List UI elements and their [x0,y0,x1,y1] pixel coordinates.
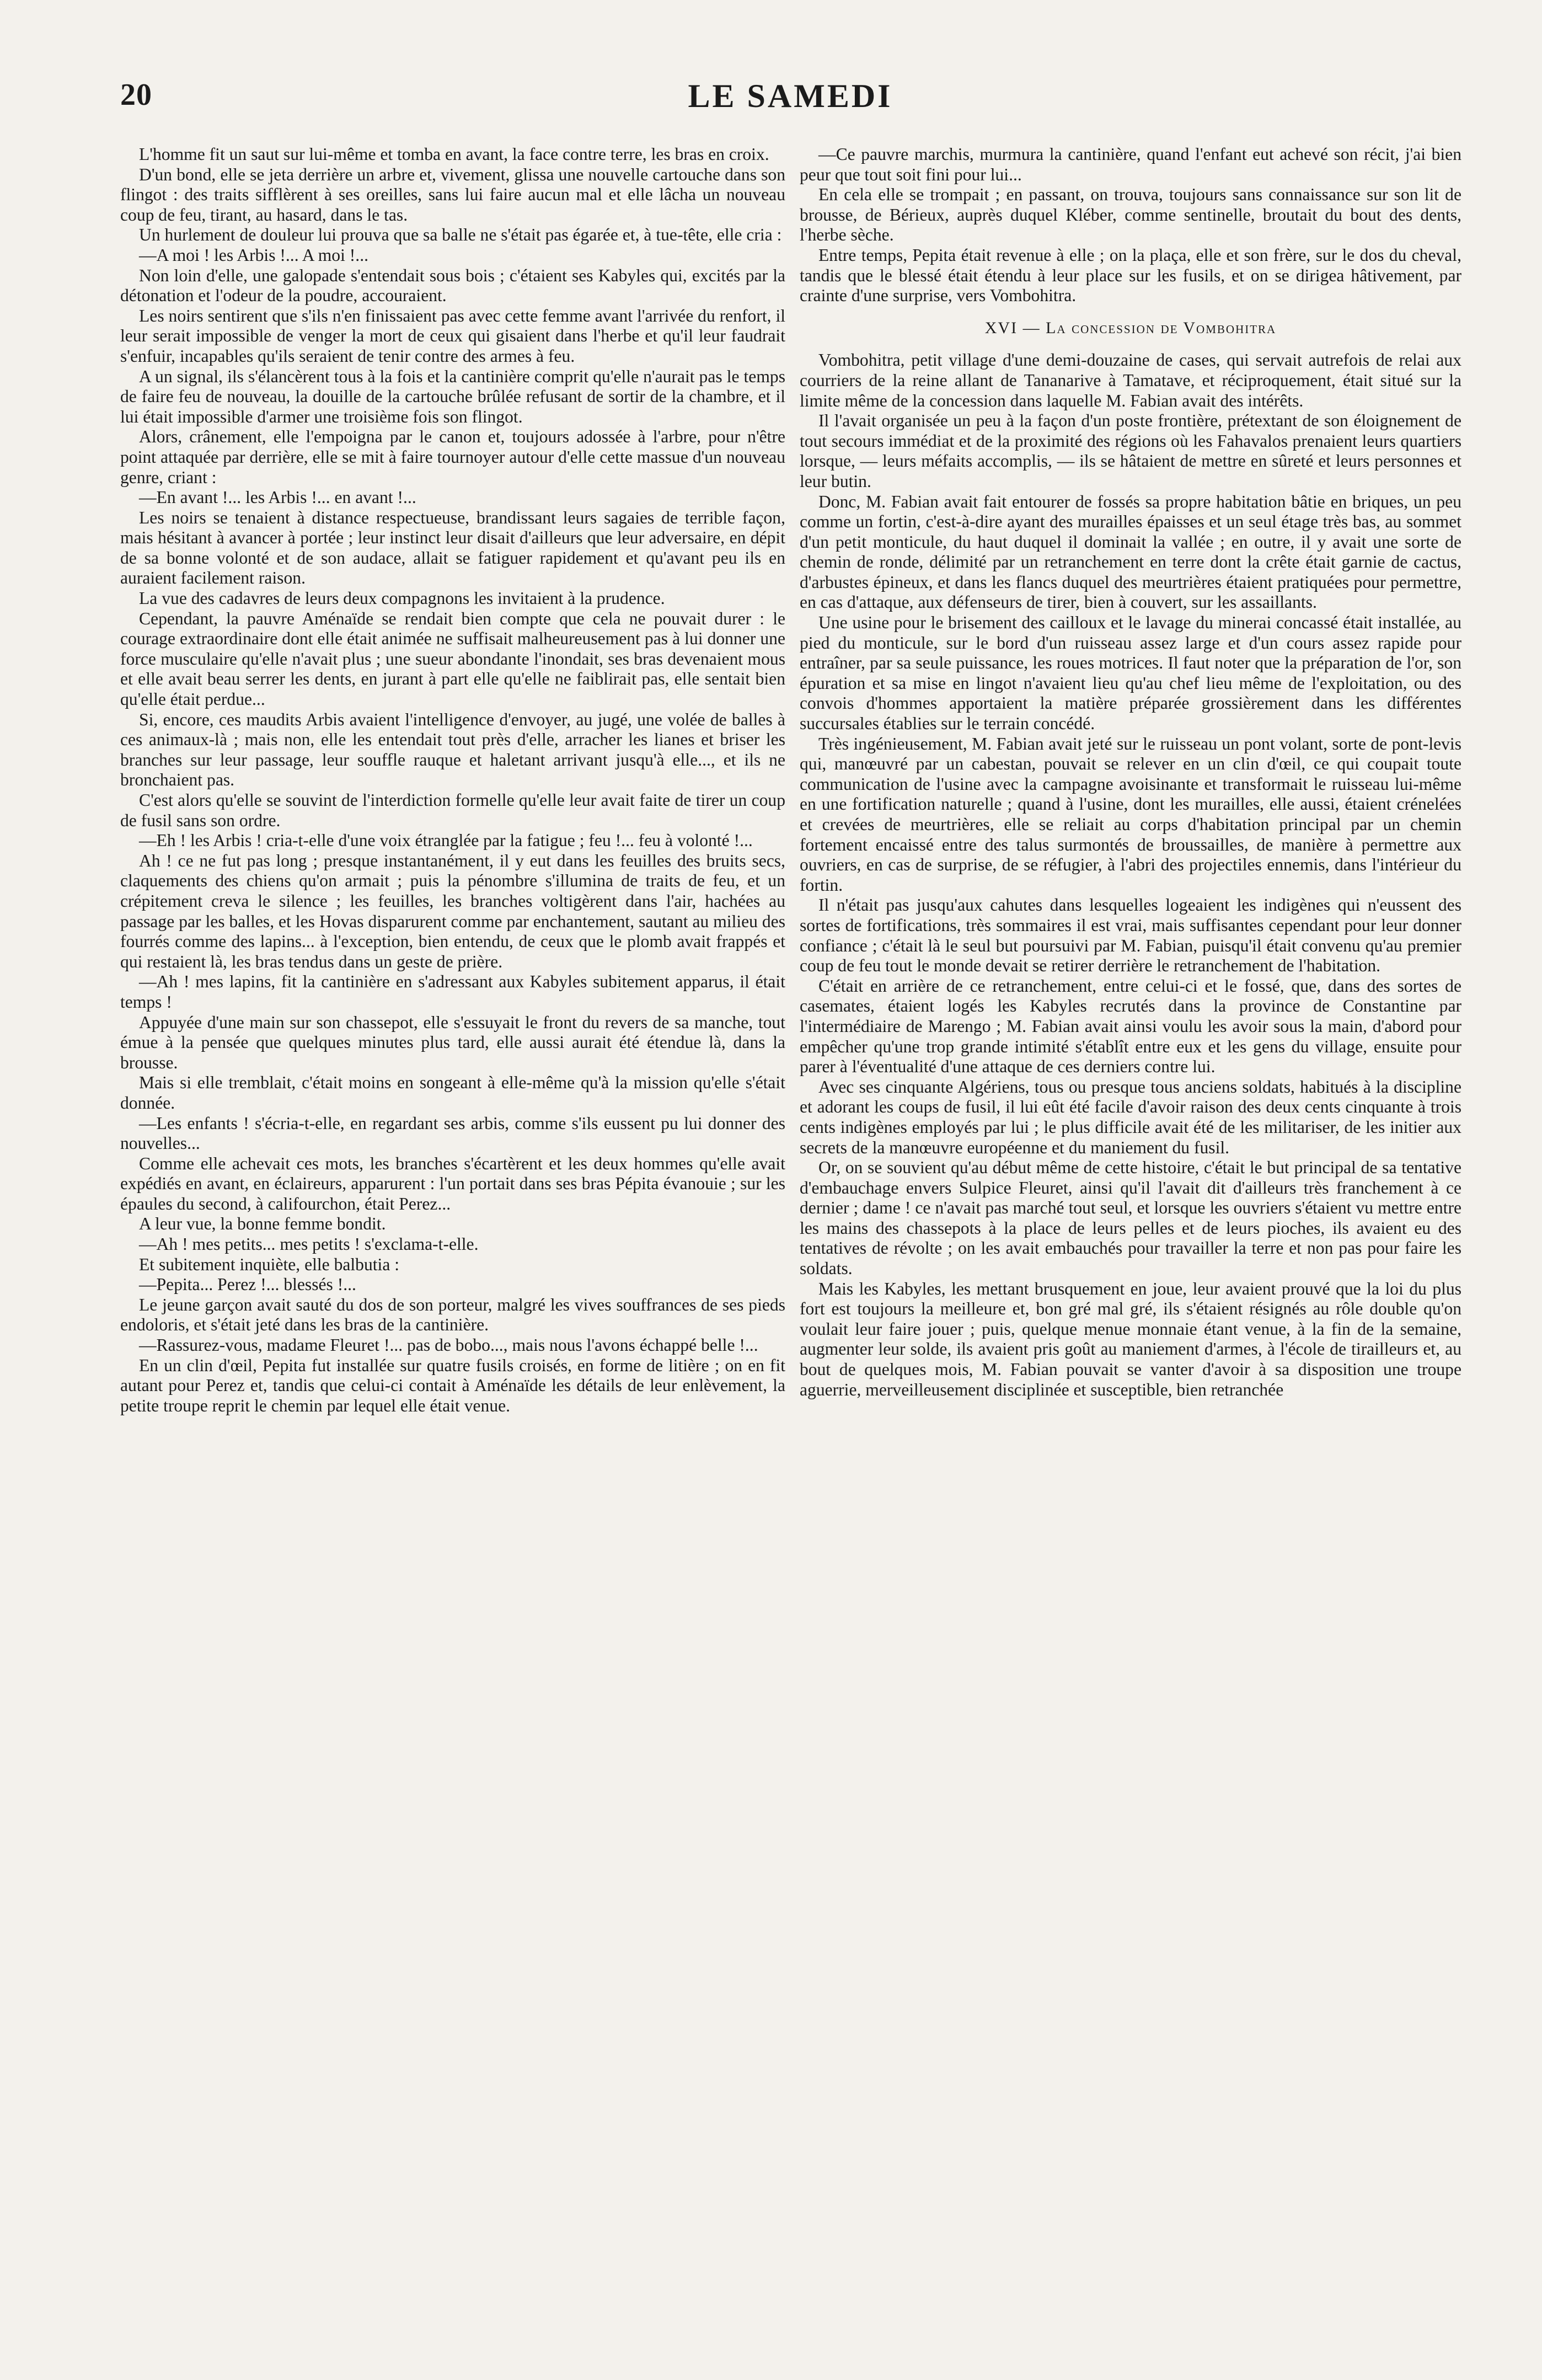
paragraph: —Ce pauvre marchis, murmura la cantinière, quand l'enfant eut achevé son récit, j'ai bien peur que tout soit fini pour lui... [800,145,1461,184]
section-number: XVI — [984,318,1046,337]
paragraph: Or, on se souvient qu'au début même de cette histoire, c'était le but principal de sa tentative d'embauchage envers Sulpice Fleuret, ainsi qu'il l'avait dit d'ailleurs très franchement à ce dernier ; dame ! ce n'avait pas marché tout seul, et lorsque les ouvriers s'étaient vu mettre entre les mains des chassepots à la place de leurs pelles et de leurs pioches, ils avaient eu des tentatives de révolte ; on les avait embauchés pour travailler la terre et non pas pour faire les soldats. [800,1158,1461,1279]
paragraph: —Eh ! les Arbis ! cria-t-elle d'une voix étranglée par la fatigue ; feu !... feu à volonté !... [139,831,753,851]
paragraph: Mais si elle tremblait, c'était moins en songeant à elle-même qu'à la mission qu'elle s'était donnée. [120,1073,785,1113]
paragraph: En un clin d'œil, Pepita fut installée sur quatre fusils croisés, en forme de litière ; on en fit autant pour Perez et, tandis que celui-ci contait à Aménaïde les détails de leur enlèvement, la petite troupe reprit le chemin par lequel elle était venue. [120,1355,785,1415]
paragraph: Appuyée d'une main sur son chassepot, elle s'essuyait le front du revers de sa manche, tout émue à la pensée que quelques minutes plus tard, elle aussi aurait été étendue là, dans la brousse. [120,1012,785,1072]
paragraph: Les noirs sentirent que s'ils n'en finissaient pas avec cette femme avant l'arrivée du renfort, il leur serait impossible de venger la mort de ceux qui gisaient dans l'herbe et qu'il leur faudrait s'enfuir, incapables qu'ils seraient de tenir contre des armes à feu. [120,306,785,366]
paragraph: En cela elle se trompait ; en passant, on trouva, toujours sans connaissance sur son lit de brousse, de Bérieux, auprès duquel Kléber, comme sentinelle, broutait du bout des dents, l'herbe sèche. [800,185,1461,245]
right-column [800,145,1461,2345]
paragraph: C'était en arrière de ce retranchement, entre celui-ci et le fossé, que, dans des sortes de casemates, étaient logés les Kabyles recrutés dans la province de Constantine par l'intermédiaire de Marengo ; M. Fabian avait ainsi voulu les avoir sous la main, d'abord pour empêcher qu'une trop grande intimité s'établît entre eux et les gens du village, ensuite pour parer à l'éventualité d'une attaque de ces derniers contre lui. [800,976,1461,1077]
paragraph: Non loin d'elle, une galopade s'entendait sous bois ; c'étaient ses Kabyles qui, excités par la détonation et l'odeur de la poudre, accouraient. [120,265,785,306]
left-column [120,145,785,2345]
paragraph: Ah ! ce ne fut pas long ; presque instantanément, il y eut dans les feuilles des bruits secs, claquements des chiens qu'on armait ; puis la pénombre s'illumina de traits de feu, et un crépitement creva le silence ; les feuilles, les branches voltigèrent dans l'air, hachées au passage par les balles, et les Hovas disparurent comme par enchantement, sautant au milieu des fourrés comme des lapins... à l'exception, bien entendu, de ceux que le plomb avait frappés et qui restaient là, les bras tendus dans un geste de prière. [120,851,785,971]
paragraph: Comme elle achevait ces mots, les branches s'écartèrent et les deux hommes qu'elle avait expédiés en avant, en éclaireurs, apparurent : l'un portait dans ses bras Pépita évanouie ; sur les épaules du second, à califourchon, était Perez... [120,1153,785,1213]
paragraph: Si, encore, ces maudits Arbis avaient l'intelligence d'envoyer, au jugé, une volée de balles à ces animaux-là ; mais non, elle les entendait tout près d'elle, arracher les lianes et briser les branches sur leur passage, leur souffle rauque et haletant arrivant jusqu'à elle..., et ils ne bronchaient pas. [120,709,785,790]
paragraph: Le jeune garçon avait sauté du dos de son porteur, malgré les vives souffrances de ses pieds endoloris, et s'était jeté dans les bras de la cantinière. [120,1295,785,1335]
paragraph: Les noirs se tenaient à distance respectueuse, brandissant leurs sagaies de terrible façon, mais hésitant à avancer à portée ; leur instinct leur disait d'ailleurs que leur adversaire, en dépit de sa bonne volonté et de son audace, allait se fatiguer rapidement et qu'avant peu ils en auraient facilement raison. [120,507,785,588]
paragraph: Avec ses cinquante Algériens, tous ou presque tous anciens soldats, habitués à la discipline et adorant les coups de fusil, il lui eût été facile d'avoir raison des deux cents cinquante à trois cents indigènes employés par lui ; le plus difficile avait été de les militariser, de les initier aux secrets de la manœuvre européenne et du maniement du fusil. [800,1077,1461,1157]
paragraph: Cependant, la pauvre Aménaïde se rendait bien compte que cela ne pouvait durer : le courage extraordinaire dont elle était animée ne suffisait malheureusement pas à lui donner une force musculaire qu'elle n'avait plus ; une sueur abondante l'inondait, ses bras devenaient mous et elle avait beau serrer les dents, en jurant à part elle qu'elle ne faiblirait pas, elle sentait bien qu'elle était perdue... [120,608,785,709]
paragraph: L'homme fit un saut sur lui-même et tomba en avant, la face contre terre, les bras en croix. [139,145,769,164]
paragraph: —En avant !... les Arbis !... en avant !... [139,488,416,507]
paragraph: Un hurlement de douleur lui prouva que sa balle ne s'était pas égarée et, à tue-tête, elle cria : [139,225,782,245]
paragraph: —Rassurez-vous, madame Fleuret !... pas de bobo..., mais nous l'avons échappé belle !... [139,1335,758,1355]
paragraph: —Ah ! mes petits... mes petits ! s'exclama-t-elle. [139,1234,479,1254]
paragraph: —Pepita... Perez !... blessés !... [139,1275,356,1295]
paragraph: —Les enfants ! s'écria-t-elle, en regardant ses arbis, comme s'ils eussent pu lui donner des nouvelles... [120,1113,785,1153]
paragraph: —Ah ! mes lapins, fit la cantinière en s'adressant aux Kabyles subitement apparus, il était temps ! [120,972,785,1012]
paragraph: Et subitement inquiète, elle balbutia : [139,1254,400,1274]
paragraph: C'est alors qu'elle se souvint de l'interdiction formelle qu'elle leur avait faite de tirer un coup de fusil sans son ordre. [120,790,785,830]
paragraph: La vue des cadavres de leurs deux compagnons les invitaient à la prudence. [139,589,665,608]
paragraph: Mais les Kabyles, les mettant brusquement en joue, leur avaient prouvé que la loi du plus fort est toujours la meilleure et, bon gré mal gré, ils s'étaient résignés au rôle double qu'on voulait leur faire jouer ; puis, quelque menue monnaie étant venue, à la fin de la semaine, augmenter leur solde, ils avaient pris goût au maniement d'armes, à l'école de tirailleurs et, au bout de quelques mois, M. Fabian pouvait se vanter d'avoir à sa disposition une troupe aguerrie, merveilleusement disciplinée et susceptible, bien retranchée [800,1279,1461,1399]
paragraph: A leur vue, la bonne femme bondit. [139,1214,386,1234]
paragraph: Alors, crânement, elle l'empoigna par le canon et, toujours adossée à l'arbre, pour n'être point attaquée par derrière, elle se mit à faire tournoyer autour d'elle cette massue d'un nouveau genre, criant : [120,427,785,487]
paragraph: Il l'avait organisée un peu à la façon d'un poste frontière, prétextant de son éloignement de tout secours immédiat et de la proximité des régions où les Fahavalos prenaient leurs quartiers lorsque, — leurs méfaits accomplis, — ils se hâtaient de mettre en sûreté et leurs personnes et leur butin. [800,411,1461,491]
journal-title: LE SAMEDI [688,78,893,114]
section-title: La concession de Vombohitra [1046,318,1277,337]
paragraph: Vombohitra, petit village d'une demi-douzaine de cases, qui servait autrefois de relai aux courriers de la reine allant de Tananarive à Tamatave, et réciproquement, était situé sur la limite même de la concession dans laquelle M. Fabian avait des intérêts. [800,350,1461,410]
paragraph: Il n'était pas jusqu'aux cahutes dans lesquelles logeaient les indigènes qui n'eussent des sortes de fortifications, très sommaires il est vrai, mais suffisantes cependant pour leur donner confiance ; c'était là le seul but poursuivi par M. Fabian, puisqu'il était convenu qu'au premier coup de feu tout le monde devait se retirer derrière le retranchement de l'habitation. [800,895,1461,976]
paragraph: Donc, M. Fabian avait fait entourer de fossés sa propre habitation bâtie en briques, un peu comme un fortin, c'est-à-dire ayant des murailles épaisses et un seul étage très bas, au sommet d'un petit monticule, du haut duquel il dominait la vallée ; en outre, il y avait une sorte de chemin de ronde, délimité par un retranchement en terre dont la crête était garnie de cactus, d'arbustes épineux, et dans les flancs duquel des meurtrières étaient pratiquées pour permettre, en cas d'attaque, aux défenseurs de tirer, bien à couvert, sur les assaillants. [800,491,1461,612]
section-heading [800,318,1461,339]
paragraph: A un signal, ils s'élancèrent tous à la fois et la cantinière comprit qu'elle n'aurait pas le temps de faire feu de nouveau, la douille de la cartouche brûlée refusant de sortir de la chambre, et il lui était impossible d'armer une troisième fois son flingot. [120,366,785,426]
paragraph: D'un bond, elle se jeta derrière un arbre et, vivement, glissa une nouvelle cartouche dans son flingot : des traits sifflèrent à ses oreilles, sans lui faire aucun mal et elle lâcha un nouveau coup de feu, tirant, au hasard, dans le tas. [120,164,785,224]
page-number: 20 [120,78,152,112]
paragraph: Très ingénieusement, M. Fabian avait jeté sur le ruisseau un pont volant, sorte de pont-levis qui, manœuvré par un cabestan, pouvait se relever en un clin d'œil, ce qui coupait toute communication de l'usine avec la campagne avoisinante et transformait le ruisseau lui-même en une fortification naturelle ; quand à l'usine, dont les murailles, elle aussi, étaient crénelées et crevées de meurtrières, elle se reliait au corps d'habitation principal par un chemin fortement encaissé entre des talus surmontés de broussailles, de manière à permettre aux ouvriers, en cas de surprise, de se réfugier, à l'abri des projectiles ennemis, dans l'intérieur du fortin. [800,734,1461,895]
paragraph: Entre temps, Pepita était revenue à elle ; on la plaça, elle et son frère, sur le dos du cheval, tandis que le blessé était étendu à leur place sur les fusils, et on se dirigea hâtivement, par crainte d'une surprise, vers Vombohitra. [800,245,1461,306]
page-header [120,77,1460,121]
paragraph: Une usine pour le brisement des cailloux et le lavage du minerai concassé était installée, au pied du monticule, sur le bord d'un ruisseau assez large et d'un cours assez rapide pour entraîner, par sa seule puissance, les roues motrices. Il faut noter que la préparation de l'or, son épuration et sa mise en lingot n'avaient lieu qu'au chef lieu même de l'exploitation, ou des convois d'hommes apportaient la matière préparée grossièrement dans les différentes succursales établies sur le terrain concédé. [800,613,1461,734]
paragraph: —A moi ! les Arbis !... A moi !... [139,245,368,265]
